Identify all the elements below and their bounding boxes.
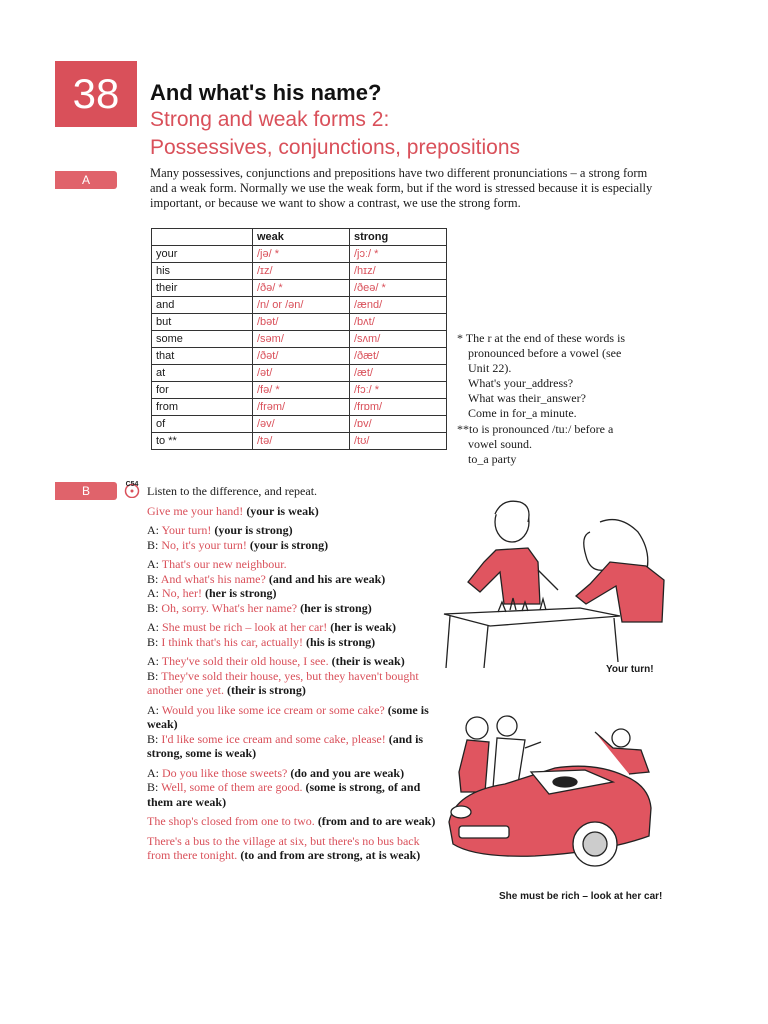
table-cell: of: [152, 416, 253, 433]
example: [147, 504, 437, 519]
example-note: (her is weak): [330, 620, 397, 634]
table-cell: /fɔː/ *: [350, 382, 447, 399]
table-cell: his: [152, 263, 253, 280]
table-row: [152, 246, 447, 263]
speaker: B:: [147, 571, 159, 586]
example-note: (her is strong): [300, 600, 372, 615]
table-cell: their: [152, 280, 253, 297]
table-cell: /tə/: [253, 433, 350, 450]
caption-your-turn: Your turn!: [606, 664, 654, 675]
note-line: to_a party: [468, 452, 517, 466]
unit-number: 38: [55, 61, 137, 127]
table-cell: /sʌm/: [350, 331, 447, 348]
table-cell: /ɪz/: [253, 263, 350, 280]
speaker: B:: [147, 780, 159, 794]
example-sentence: There's a bus to the village at six, but there's no bus back from there tonight.: [147, 833, 420, 862]
table-cell: /bʌt/: [350, 314, 447, 331]
example-sentence: No, it's your turn!: [161, 537, 247, 552]
audio-cd-icon[interactable]: [121, 480, 143, 498]
table-cell: /ɒv/: [350, 416, 447, 433]
example-note: (your is strong): [249, 537, 329, 552]
example-sentence: Do you like those sweets?: [162, 765, 288, 780]
speaker: A:: [147, 586, 159, 600]
dialogue: [147, 620, 437, 649]
example-sentence: Your turn!: [161, 523, 212, 537]
speaker: A:: [147, 523, 159, 537]
footnote-r: [457, 331, 625, 421]
section-a-tab: A: [55, 171, 117, 189]
table-row: [152, 433, 447, 450]
table-row: [152, 314, 447, 331]
example-note: (their is strong): [226, 683, 306, 697]
table-cell: /hɪz/: [350, 263, 447, 280]
note-line: * The r at the end of these words is: [457, 331, 626, 345]
speaker: B:: [147, 537, 159, 552]
note-line: Unit 22).: [468, 361, 512, 375]
example-note: (her is strong): [204, 586, 277, 600]
example-note: (and and his are weak): [268, 571, 386, 586]
example: [147, 834, 437, 863]
table-cell: /ænd/: [350, 297, 447, 314]
speaker: B:: [147, 731, 159, 746]
example: [147, 814, 437, 829]
note-line: Come in for_a minute.: [468, 406, 577, 420]
example-note: (some is weak): [147, 702, 429, 731]
table-cell: /jə/ *: [253, 246, 350, 263]
cd-label: C54: [125, 481, 139, 488]
table-cell: /fə/ *: [253, 382, 350, 399]
example-sentence: They've sold their old house, I see.: [161, 654, 329, 668]
example-sentence: That's our new neighbour.: [161, 557, 287, 571]
note-line: What was their_answer?: [468, 391, 586, 405]
example-sentence: Give me your hand!: [147, 503, 244, 518]
table-row: [152, 382, 447, 399]
table-row: [152, 416, 447, 433]
note-line: What's your_address?: [468, 376, 574, 390]
dialogue: [147, 766, 437, 810]
speaker: B:: [147, 668, 159, 683]
table-cell: /frɒm/: [350, 399, 447, 416]
dialogue: [147, 703, 437, 761]
table-row: [152, 263, 447, 280]
table-cell: /bət/: [253, 314, 350, 331]
page-title: And what's his name?: [150, 80, 382, 105]
example-sentence: The shop's closed from one to two.: [147, 814, 315, 828]
subtitle-line-1: Strong and weak forms 2:: [150, 108, 390, 131]
table-cell: for: [152, 382, 253, 399]
speaker: B:: [147, 600, 159, 615]
example-note: (to and from are strong, at is weak): [240, 848, 421, 862]
strong-weak-table: [151, 228, 447, 450]
speaker: A:: [147, 702, 159, 717]
example-sentence: They've sold their house, yes, but they haven't bought another one yet.: [147, 668, 419, 697]
dialogue: [147, 557, 437, 615]
table-cell: /ðə/ *: [253, 280, 350, 297]
section-b-examples: [147, 484, 437, 868]
red-car-illustration: [445, 712, 655, 882]
table-row: [152, 348, 447, 365]
example-note: (his is strong): [305, 634, 376, 649]
speaker: A:: [147, 765, 159, 780]
table-cell: from: [152, 399, 253, 416]
example-note: (your is weak): [246, 503, 319, 518]
example-note: (from and to are weak): [317, 814, 436, 828]
table-cell: but: [152, 314, 253, 331]
table-row: [152, 365, 447, 382]
example-sentence: Oh, sorry. What's her name?: [161, 600, 298, 615]
table-header: weak: [253, 229, 350, 246]
speaker: A:: [147, 557, 159, 571]
example-sentence: She must be rich – look at her car!: [162, 620, 328, 634]
table-cell: at: [152, 365, 253, 382]
table-cell: /ət/: [253, 365, 350, 382]
table-header: [152, 229, 253, 246]
note-line: pronounced before a vowel (see: [468, 346, 622, 360]
speaker: A:: [147, 654, 159, 668]
instruction: Listen to the difference, and repeat.: [147, 484, 318, 498]
table-cell: and: [152, 297, 253, 314]
table-cell: /æt/: [350, 365, 447, 382]
table-row: [152, 399, 447, 416]
table-cell: /səm/: [253, 331, 350, 348]
example-sentence: Well, some of them are good.: [161, 780, 303, 794]
table-cell: your: [152, 246, 253, 263]
example-note: (their is weak): [331, 654, 405, 668]
table-cell: that: [152, 348, 253, 365]
speaker: B:: [147, 634, 159, 649]
table-row: [152, 280, 447, 297]
example-note: (some is strong, of and them are weak): [147, 780, 421, 809]
speaker: A:: [147, 620, 159, 634]
table-cell: to **: [152, 433, 253, 450]
dialogue: [147, 654, 437, 698]
example-note: (do and you are weak): [290, 765, 405, 780]
table-cell: /jɔː/ *: [350, 246, 447, 263]
section-b-tab: B: [55, 482, 117, 500]
table-cell: some: [152, 331, 253, 348]
example-sentence: Would you like some ice cream or some cake?: [161, 702, 385, 717]
footnote-to: [457, 422, 613, 467]
table-row: [152, 331, 447, 348]
table-cell: /frəm/: [253, 399, 350, 416]
caption-rich-car: She must be rich – look at her car!: [499, 891, 663, 902]
section-a-intro: Many possessives, conjunctions and prepositions have two different pronunciations – a strong form and a weak form. Normally we use the weak form, but if the word is stressed because it is especially important, or because we want to show a contrast, we use the strong form.: [150, 166, 653, 210]
note-line: **to is pronounced /tuː/ before a: [457, 422, 614, 436]
table-header-row: [152, 229, 447, 246]
page-subtitle: [150, 106, 520, 162]
dialogue: [147, 523, 437, 552]
table-header: strong: [350, 229, 447, 246]
table-row: [152, 297, 447, 314]
note-line: vowel sound.: [468, 437, 532, 451]
example-sentence: I'd like some ice cream and some cake, please!: [161, 731, 386, 746]
table-cell: /ðət/: [253, 348, 350, 365]
table-cell: /n/ or /ən/: [253, 297, 350, 314]
table-cell: /tʊ/: [350, 433, 447, 450]
example-sentence: And what's his name?: [160, 571, 266, 586]
table-cell: /ðeə/ *: [350, 280, 447, 297]
table-cell: /əv/: [253, 416, 350, 433]
example-sentence: I think that's his car, actually!: [161, 634, 303, 649]
example-sentence: No, her!: [162, 586, 202, 600]
subtitle-line-2: Possessives, conjunctions, prepositions: [150, 136, 521, 159]
chess-players-illustration: [440, 492, 665, 668]
example-note: (your is strong): [214, 523, 293, 537]
table-cell: /ðæt/: [350, 348, 447, 365]
example-note: (and is strong, some is weak): [147, 731, 424, 760]
